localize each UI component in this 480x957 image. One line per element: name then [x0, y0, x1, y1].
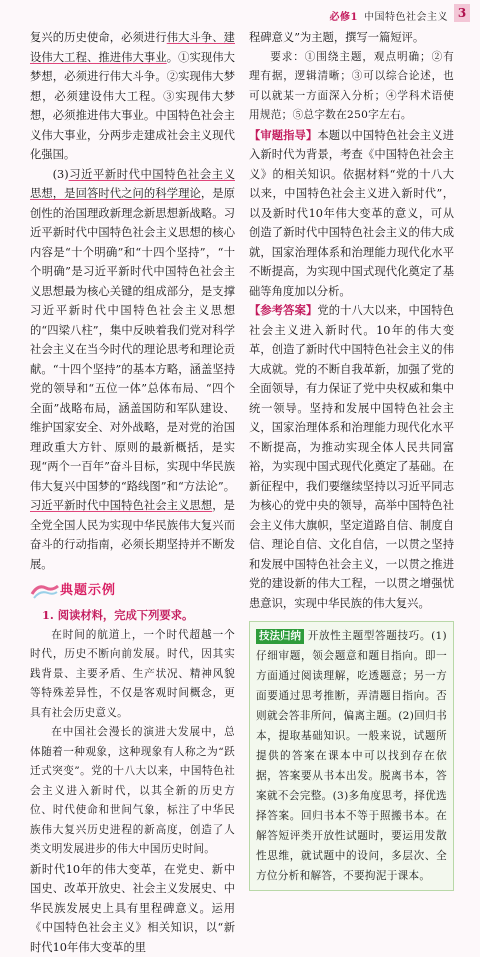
- question-requirements: 要求：①围绕主题，观点明确；②有理有据，逻辑清晰；③可以综合论述，也可以就某一方面深入分析；④学科术语使用规范；⑤总字数在250字左右。: [249, 48, 454, 126]
- underlined-text: 习近平新时代中国特色社会主义思想，是回答时代之问的科学理论: [30, 168, 235, 201]
- underlined-text: 伟大斗争、建设伟大工程、推进伟大事业: [30, 31, 235, 64]
- answer-label: 【参考答案】: [249, 303, 317, 317]
- pencil-ribbon-icon: [30, 580, 60, 602]
- material-paragraph-2: 在中国社会漫长的演进大发展中，总体随着一种观象，这种现象有人称之为“跃迁式突变”。党的十八大以来，中国特色社会主义进入新时代，以其全新的历史方位、时代使命和世间气象，标注了中华民族伟大复兴历史进程的新高度，创造了人类文明发展进步的伟大中国历史时间。: [30, 723, 235, 860]
- paragraph-thought: [30, 165, 235, 575]
- example-section-heading: [30, 580, 235, 602]
- answer-paragraph: [249, 301, 454, 613]
- guidance-text: 本题以中国特色社会主义进入新时代为背景，考查《中国特色社会主义》的相关知识。依据材料“党的十八大以来，中国特色社会主义进入新时代”，以及新时代10年伟大变革的意义，可从创造了新时代中国特色社会主义的伟大成就，国家治理体系和治理能力现代化水平不断提高，为实现中国式现代化奠定了基础等角度加以分析。: [249, 129, 454, 298]
- material-paragraph-1: 在时间的航道上，一个时代超越一个时代，历史不断向前发展。时代，因其实践背景、主要矛盾、生产状况、精神风貌等特殊差异性，不仅是客观时间概念，更具有社会历史意义。: [30, 626, 235, 724]
- example-title: 典题示例: [60, 581, 116, 601]
- technique-label: 技法归纳: [256, 629, 304, 644]
- left-column: [30, 28, 235, 957]
- page-number: 3: [454, 4, 470, 22]
- technique-text: 开放性主题型答题技巧。(1)仔细审题，领会题意和题目指向。即一方面通过阅读理解，吃透题意；另一方面要通过思考推断，弄清题目指向。否则就会答非所问，偏离主题。(2)回归书本，提取基础知识。一般来说，试题所提供的答案在课本中可以找到存在依据，答案要从书本出发。脱离书本，答案就不会完整。(3)多角度思考，择优选择答案。回归书本不等于照搬书本。在解答短评类开放性试题时，要运用发散性思维，就试题中的设问，多层次、全方位分析和解答，不要拘泥于课本。: [256, 630, 447, 882]
- question-prompt: 1. 阅读材料，完成下列要求。: [42, 606, 235, 626]
- text-span: 复兴的历史使命，必须进行: [30, 31, 167, 44]
- page-header: [0, 0, 480, 30]
- question-continuation: 程碑意义”为主题，撰写一篇短评。: [249, 28, 454, 48]
- guidance-paragraph: [249, 126, 454, 302]
- guidance-label: 【审题指导】: [249, 128, 317, 142]
- text-span: ，是原创性的治国理政新理念新思想新战略。习近平新时代中国特色社会主义思想的核心内容是“十个明确”和“十四个坚持”，“十个明确”是习近平新时代中国特色社会主义思想最为核心关键的组成部分，是支撑习近平新时代中国特色社会主义思想的“四梁八柱”，集中反映着我们党对科学社会主义在当今时代的理论思考和理论贡献。“十四个坚持”的基本方略，涵盖坚持党的领导和“五位一体”总体布局、“四个全面”战略布局，涵盖国防和军队建设、维护国家安全、对外战略，是对党的治国理政重大方针、原则的最新概括，是实现“两个一百年”奋斗目标，实现中华民族伟大复兴中国梦的“路线图”和“方法论”。: [30, 187, 235, 493]
- material-paragraph-3: 新时代10年的伟大变革，在党史、新中国史、改革开放史、社会主义发展史、中华民族发展史上具有里程碑意义。运用《中国特色社会主义》相关知识，以“新时代10年伟大变革的里: [30, 860, 235, 957]
- underlined-text: 习近平新时代中国特色社会主义思想: [30, 499, 212, 512]
- text-span: 中国特色社会主义伟大事业，: [30, 109, 235, 142]
- right-column: [249, 28, 454, 891]
- text-span: 分两步走建成社会主义现代化强国。: [30, 129, 235, 162]
- answer-text: 党的十八大以来，中国特色社会主义进入新时代。10年的伟大变革，创造了新时代中国特色社会主义的伟大成就。党的不断自我革新，加强了党的全面领导，有力保证了党中央权威和集中统一领导。坚持和发展中国特色社会主义，国家治理体系和治理能力现代化水平不断提高，为推动实现全体人民共同富裕，为实现中国式现代化奠定了基础。在新征程中，我们要继续坚持以习近平同志为核心的党中央的领导，高举中国特色社会主义伟大旗帜，坚定道路自信、制度自信、理论自信、文化自信，一以贯之坚持和发展中国特色社会主义，一以贯之推进党的建设新的伟大工程，一以贯之增强忧患意识，实现中华民族的伟大复兴。: [249, 304, 454, 610]
- text-span: ，是全党全国人民为实现中华民族伟大复兴而奋斗的行动指南，必须长期坚持并不断发展。: [30, 499, 235, 571]
- text-span: 。①实现伟大梦想，必须进行伟大斗争。②实现伟大梦想，必须建设伟大工程。③实现伟大梦想，必须推进伟大事业。: [30, 51, 235, 123]
- header-text: [330, 8, 448, 23]
- header-book-title: 中国特色社会主义: [364, 12, 448, 23]
- text-span: (3): [53, 168, 69, 181]
- technique-summary-box: [249, 621, 454, 891]
- header-category: 必修1: [330, 12, 358, 23]
- paragraph-mission: [30, 28, 235, 165]
